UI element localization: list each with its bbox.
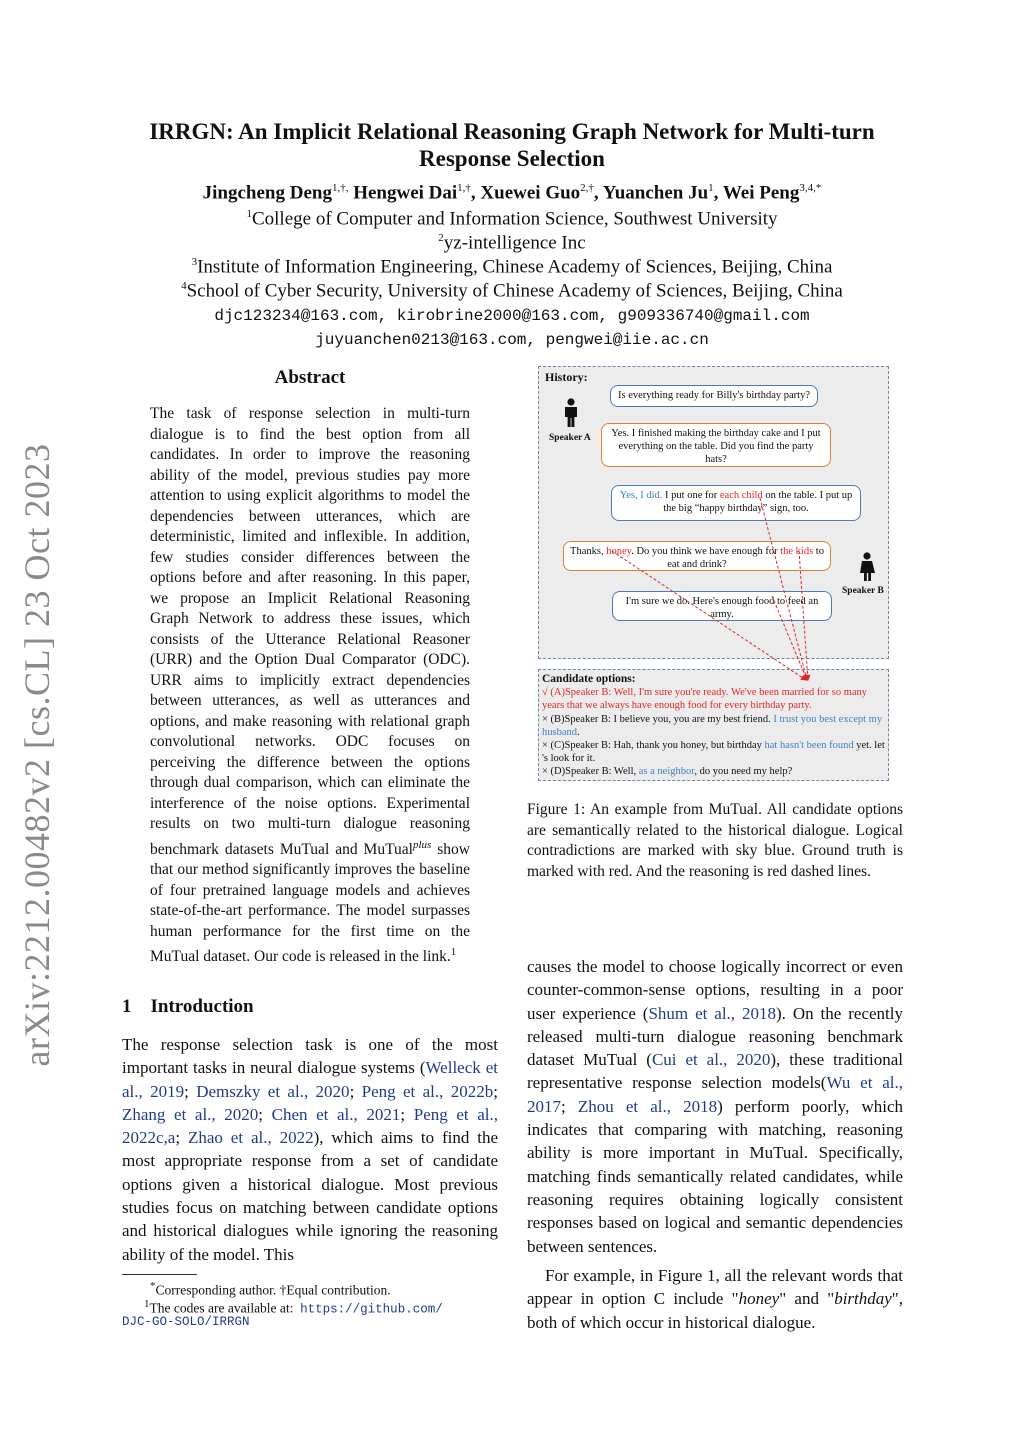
body-text: ). On the recently released multi-turn dialogue reasoning benchmark dataset MuTual ( — [527, 1003, 903, 1070]
body-text: For example, in Figure 1, all the relevant words that appear in option C include " — [527, 1266, 903, 1309]
option-text: . — [577, 726, 580, 738]
bubble-text-red: honey — [606, 546, 632, 557]
citation-link[interactable]: Chen et al., 2021 — [271, 1104, 401, 1124]
bubble-text-red: the kids — [780, 546, 814, 557]
title-line-2: Response Selection — [419, 146, 605, 171]
reasoning-line — [772, 596, 807, 680]
bubble-text: . Do you think we have enough for — [631, 546, 781, 557]
body-text: ) perform poorly, which indicates that comparing with matching, reasoning ability is more important in MuTual. Specifically, matching finds semantically related candidates, while reasoning requires obtaining logically consistent responses based on logical and semantic dependencies between sentences. — [527, 1096, 903, 1256]
footnote-marker: 1 — [144, 1298, 150, 1310]
email-line-1: djc123234@163.com, kirobrine2000@163.com, g909336740@gmail.com — [214, 307, 810, 325]
affiliation-sup: 3 — [191, 256, 198, 268]
option-text: × (B)Speaker B: I believe you, you are my best friend. — [542, 713, 774, 725]
author-sup: 1,†, — [331, 182, 349, 194]
abstract-text-end: show that our method significantly improves the baseline of four pretrained language models and achieves state-of-the-art performance. The model surpasses human performance for the first time on the MuTual dataset. Our code is released in the link. — [150, 840, 470, 966]
bubble-text: I put one for — [662, 490, 720, 501]
author-name: Wei Peng — [722, 182, 800, 204]
reasoning-line — [760, 498, 807, 680]
option-text: × (C)Speaker B: Hah, thank you honey, but birthday — [542, 740, 765, 752]
author-name: Xuewei Guo — [480, 182, 581, 204]
history-label: History: — [545, 370, 588, 384]
affiliation-text: School of Cyber Security, University of Chinese Academy of Sciences, Beijing, China — [186, 280, 843, 302]
citation-link[interactable]: Zhao et al., 2022 — [187, 1128, 314, 1148]
citation-link[interactable]: Shum et al., 2018 — [648, 1003, 776, 1023]
author-name: Jingcheng Deng — [202, 182, 332, 204]
citation-link[interactable]: Welleck et al., 2019 — [122, 1058, 498, 1101]
author-list: Jingcheng Deng$^{1,\dagger,}$ Hengwei Dai$^{1,\dagger}$, Xuewei Guo$^{2,\dagger}$, Yuanchen Ju$^1$, Wei Peng$^{3,4,*}$ — [202, 182, 822, 204]
right-paragraph-2 — [527, 1264, 903, 1334]
citation-link[interactable]: Peng et al., 2022b — [361, 1081, 494, 1101]
citation-link[interactable]: Cui et al., 2020 — [651, 1050, 771, 1070]
citation-link[interactable]: Peng et al., 2022c,a — [122, 1104, 498, 1148]
bubble-text-red: each child — [719, 490, 763, 501]
bubble-text: on the table. I put up the big “happy birthday” sign, too. — [663, 490, 853, 514]
affiliation-text: yz-intelligence Inc — [443, 232, 586, 254]
option-text: , do you need my help? — [694, 766, 793, 778]
section-number: 1 — [122, 996, 132, 1017]
option-text-sky: hat hasn't been found — [764, 740, 854, 752]
option-text-sky: as a neighbor — [638, 766, 695, 778]
body-text: " and " — [779, 1289, 835, 1309]
code-url-link[interactable]: https://github.com/ — [300, 1302, 443, 1317]
option-a: √ (A)Speaker B: Well, I'm sure you're ready. We've been married for so many years that we always have enough food for every birthday party. — [542, 687, 868, 712]
body-text: ), these traditional representative response selection models( — [527, 1050, 903, 1093]
intro-text: The response selection task is one of the most important tasks in neural dialogue systems ( — [122, 1035, 498, 1078]
plus-superscript: plus — [412, 838, 432, 851]
bubble-text-sky: Yes, I did. — [619, 490, 663, 501]
section-title: Introduction — [150, 996, 254, 1017]
affiliation-sup: 2 — [438, 232, 444, 244]
bubble-text: I'm sure we do. Here's enough food to feed an army. — [625, 596, 819, 620]
author-name: Hengwei Dai — [353, 182, 458, 204]
citation-link[interactable]: Zhang et al., 2020 — [122, 1104, 259, 1124]
title-line-1: IRRGN: An Implicit Relational Reasoning Graph Network for Multi-turn — [149, 119, 875, 144]
option-text-sky: I trust you best except my husband — [542, 713, 883, 738]
italic-term: honey — [738, 1289, 780, 1309]
intro-text: ), which aims to find the most appropriate response from a set of candidate options given a historical dialogue. Most previous studies focus on matching between candidate options and historical dialogues while ignoring the reasoning ability of the model. This — [122, 1128, 498, 1264]
footnote-marker: 1 — [450, 946, 457, 959]
footnote-marker: * — [150, 1280, 156, 1292]
citation-link[interactable]: Wu et al., 2017 — [527, 1073, 904, 1116]
reasoning-line — [612, 551, 806, 680]
arxiv-identifier-text: arXiv:2212.00482v2 [cs.CL] 23 Oct 2023 — [17, 443, 57, 1067]
author-sup: 3,4,* — [799, 182, 822, 194]
author-sup: 1 — [708, 182, 714, 194]
footnote-text: The codes are available at: — [149, 1300, 294, 1316]
affiliation-sup: 1 — [246, 208, 252, 220]
email-line-2: juyuanchen0213@163.com, pengwei@iie.ac.cn — [315, 331, 709, 349]
citation-link[interactable]: Zhou et al., 2018 — [577, 1096, 718, 1116]
code-url-link[interactable]: DJC-GO-SOLO/IRRGN — [122, 1315, 250, 1329]
body-text: causes the model to choose logically incorrect or even counter-common-sense options, resulting in a poor user experience ( — [527, 957, 903, 1023]
speaker-a-label: Speaker A — [549, 433, 591, 443]
bubble-text: Yes. I finished making the birthday cake and I put everything on the table. Did you find the party hats? — [611, 428, 821, 465]
body-text: ", both of which occur in historical dialogue. — [527, 1289, 903, 1332]
bubble-text: Thanks, — [570, 546, 607, 557]
author-name: Yuanchen Ju — [602, 182, 709, 204]
bubble-text: Is everything ready for Billy's birthday party? — [617, 390, 810, 401]
abstract-text: The task of response selection in multi-turn dialogue is to find the best option from all candidates. In order to improve the reasoning ability of the model, previous studies pay more attention to using explicit algorithms to model the dependencies between utterances, which are deterministic, limited and inflexible. In addition, few studies consider differences between the options before and after reasoning. In this paper, we propose an Implicit Relational Reasoning Graph Network to address these issues, which consists of the Utterance Relational Reasoner (URR) and the Option Dual Comparator (ODC). URR aims to implicitly extract dependencies between utterances, as well as utterances and options, and make reasoning with relational graph convolutional networks. ODC focuses on perceiving the difference between the options through dual comparison, which can eliminate the interference of the noise options. Experimental results on two multi-turn dialogue reasoning benchmark datasets MuTual and MuTual — [150, 405, 470, 858]
citation-link[interactable]: Demszky et al., 2020 — [196, 1081, 350, 1101]
affiliation-text: College of Computer and Information Science, Southwest University — [251, 208, 778, 230]
bubble-text: to eat and drink? — [667, 546, 824, 570]
option-text: × (D)Speaker B: Well, — [542, 766, 639, 778]
affiliation-text: Institute of Information Engineering, Chinese Academy of Sciences, Beijing, China — [197, 256, 833, 278]
right-paragraph-1: causes the model to choose logically incorrect or even counter-common-sense options, resulting in a poor user experience (Shum et al., 2018). On the recently released multi-turn dialogue reasoning benchmark dataset MuTual (Cui et al., 2020), these traditional representative response selection models(Wu et al., 2017; Zhou et al., 2018) perform poorly, which indicates that comparing with matching, reasoning ability is more important in MuTual. Specifically, matching finds semantically related candidates, while reasoning requires obtaining logically consistent responses based on logical and semantic dependencies between sentences. — [527, 957, 904, 1256]
author-sup: 1,† — [457, 182, 471, 194]
footnote-text: Corresponding author. †Equal contribution. — [155, 1282, 391, 1298]
author-sup: 2,† — [580, 182, 594, 194]
figure-caption: Figure 1: An example from MuTual. All candidate options are semantically related to the historical dialogue. Logical contradictions are marked with sky blue. Ground truth is marked with red. And the reasoning is red dashed lines. — [527, 801, 903, 880]
speaker-b-label: Speaker B — [842, 586, 884, 596]
italic-term: birthday — [834, 1289, 892, 1309]
option-text: yet. let 's look for it. — [542, 740, 885, 765]
affiliation-sup: 4 — [181, 280, 187, 292]
reasoning-line — [799, 551, 808, 680]
introduction-paragraph: The response selection task is one of the most important tasks in neural dialogue systems (Welleck et al., 2019; Demszky et al., 2020; Peng et al., 2022b; Zhang et al., 2020; Chen et al., 2021; Peng et al., 2022c,a; Zhao et al., 2022), which aims to find the most appropriate response from a set of candidate options given a historical dialogue. Most previous studies focus on matching between candidate options and historical dialogues while ignoring the reasoning ability of the model. This — [122, 1035, 499, 1264]
candidate-label: Candidate options: — [542, 673, 636, 685]
abstract-heading: Abstract — [274, 367, 346, 388]
